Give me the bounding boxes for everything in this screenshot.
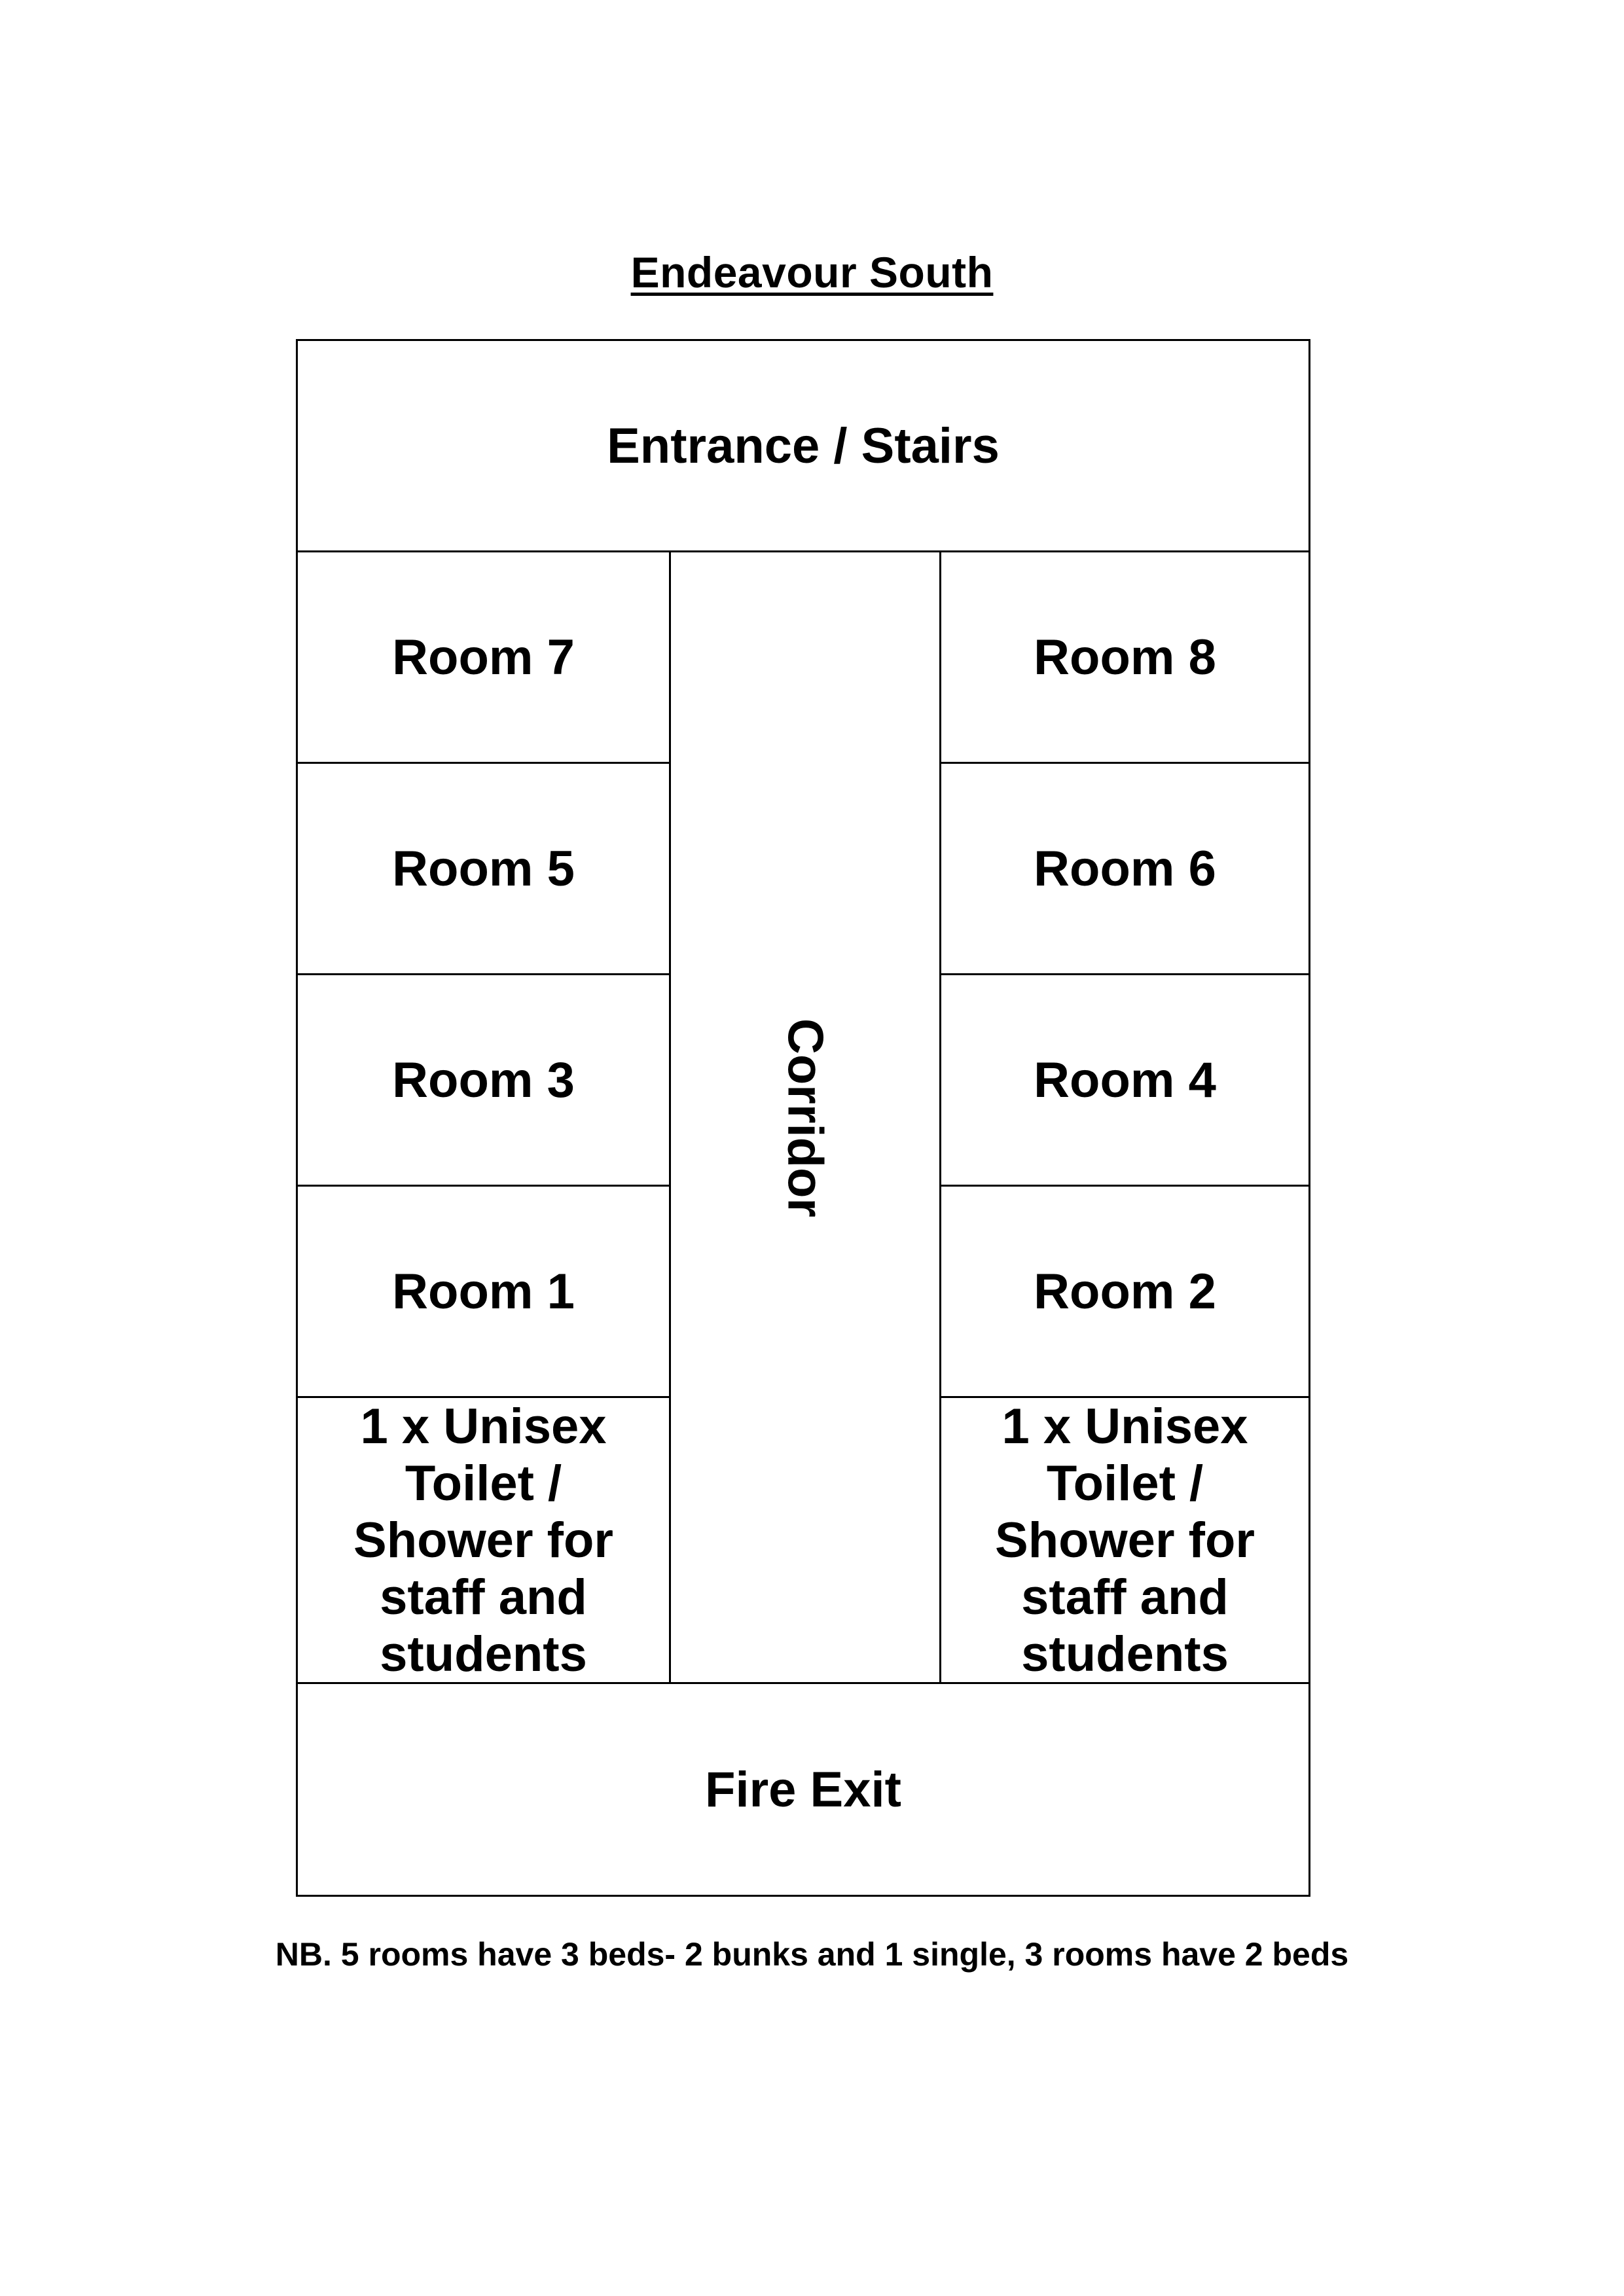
room-1-label: Room 1 [392,1263,575,1319]
room-6-label: Room 6 [1034,840,1216,897]
right-toilet-shower-label: 1 x Unisex Toilet / Shower for staff and students [995,1398,1255,1682]
room-8 [939,552,1308,764]
room-4-label: Room 4 [1034,1052,1216,1108]
room-1 [298,1187,671,1398]
corridor-label: Corridor [777,1018,833,1217]
beds-note: NB. 5 rooms have 3 beds- 2 bunks and 1 single, 3 rooms have 2 beds [275,1936,1349,1973]
fire-exit-area [298,1684,1308,1895]
room-8-label: Room 8 [1034,629,1216,685]
room-3 [298,975,671,1187]
entrance-stairs-label: Entrance / Stairs [607,418,1000,474]
room-3-label: Room 3 [392,1052,575,1108]
corridor [671,552,939,1684]
entrance-stairs-area [298,341,1308,552]
left-toilet-shower-label: 1 x Unisex Toilet / Shower for staff and students [353,1398,613,1682]
page-title: Endeavour South [630,248,994,296]
floor-plan [296,339,1310,1897]
room-7 [298,552,671,764]
room-6 [939,764,1308,975]
fire-exit-label: Fire Exit [705,1761,901,1818]
room-4 [939,975,1308,1187]
room-5-label: Room 5 [392,840,575,897]
room-2-label: Room 2 [1034,1263,1216,1319]
room-5 [298,764,671,975]
room-2 [939,1187,1308,1398]
room-7-label: Room 7 [392,629,575,685]
left-toilet-shower [298,1398,671,1684]
right-toilet-shower [939,1398,1308,1684]
